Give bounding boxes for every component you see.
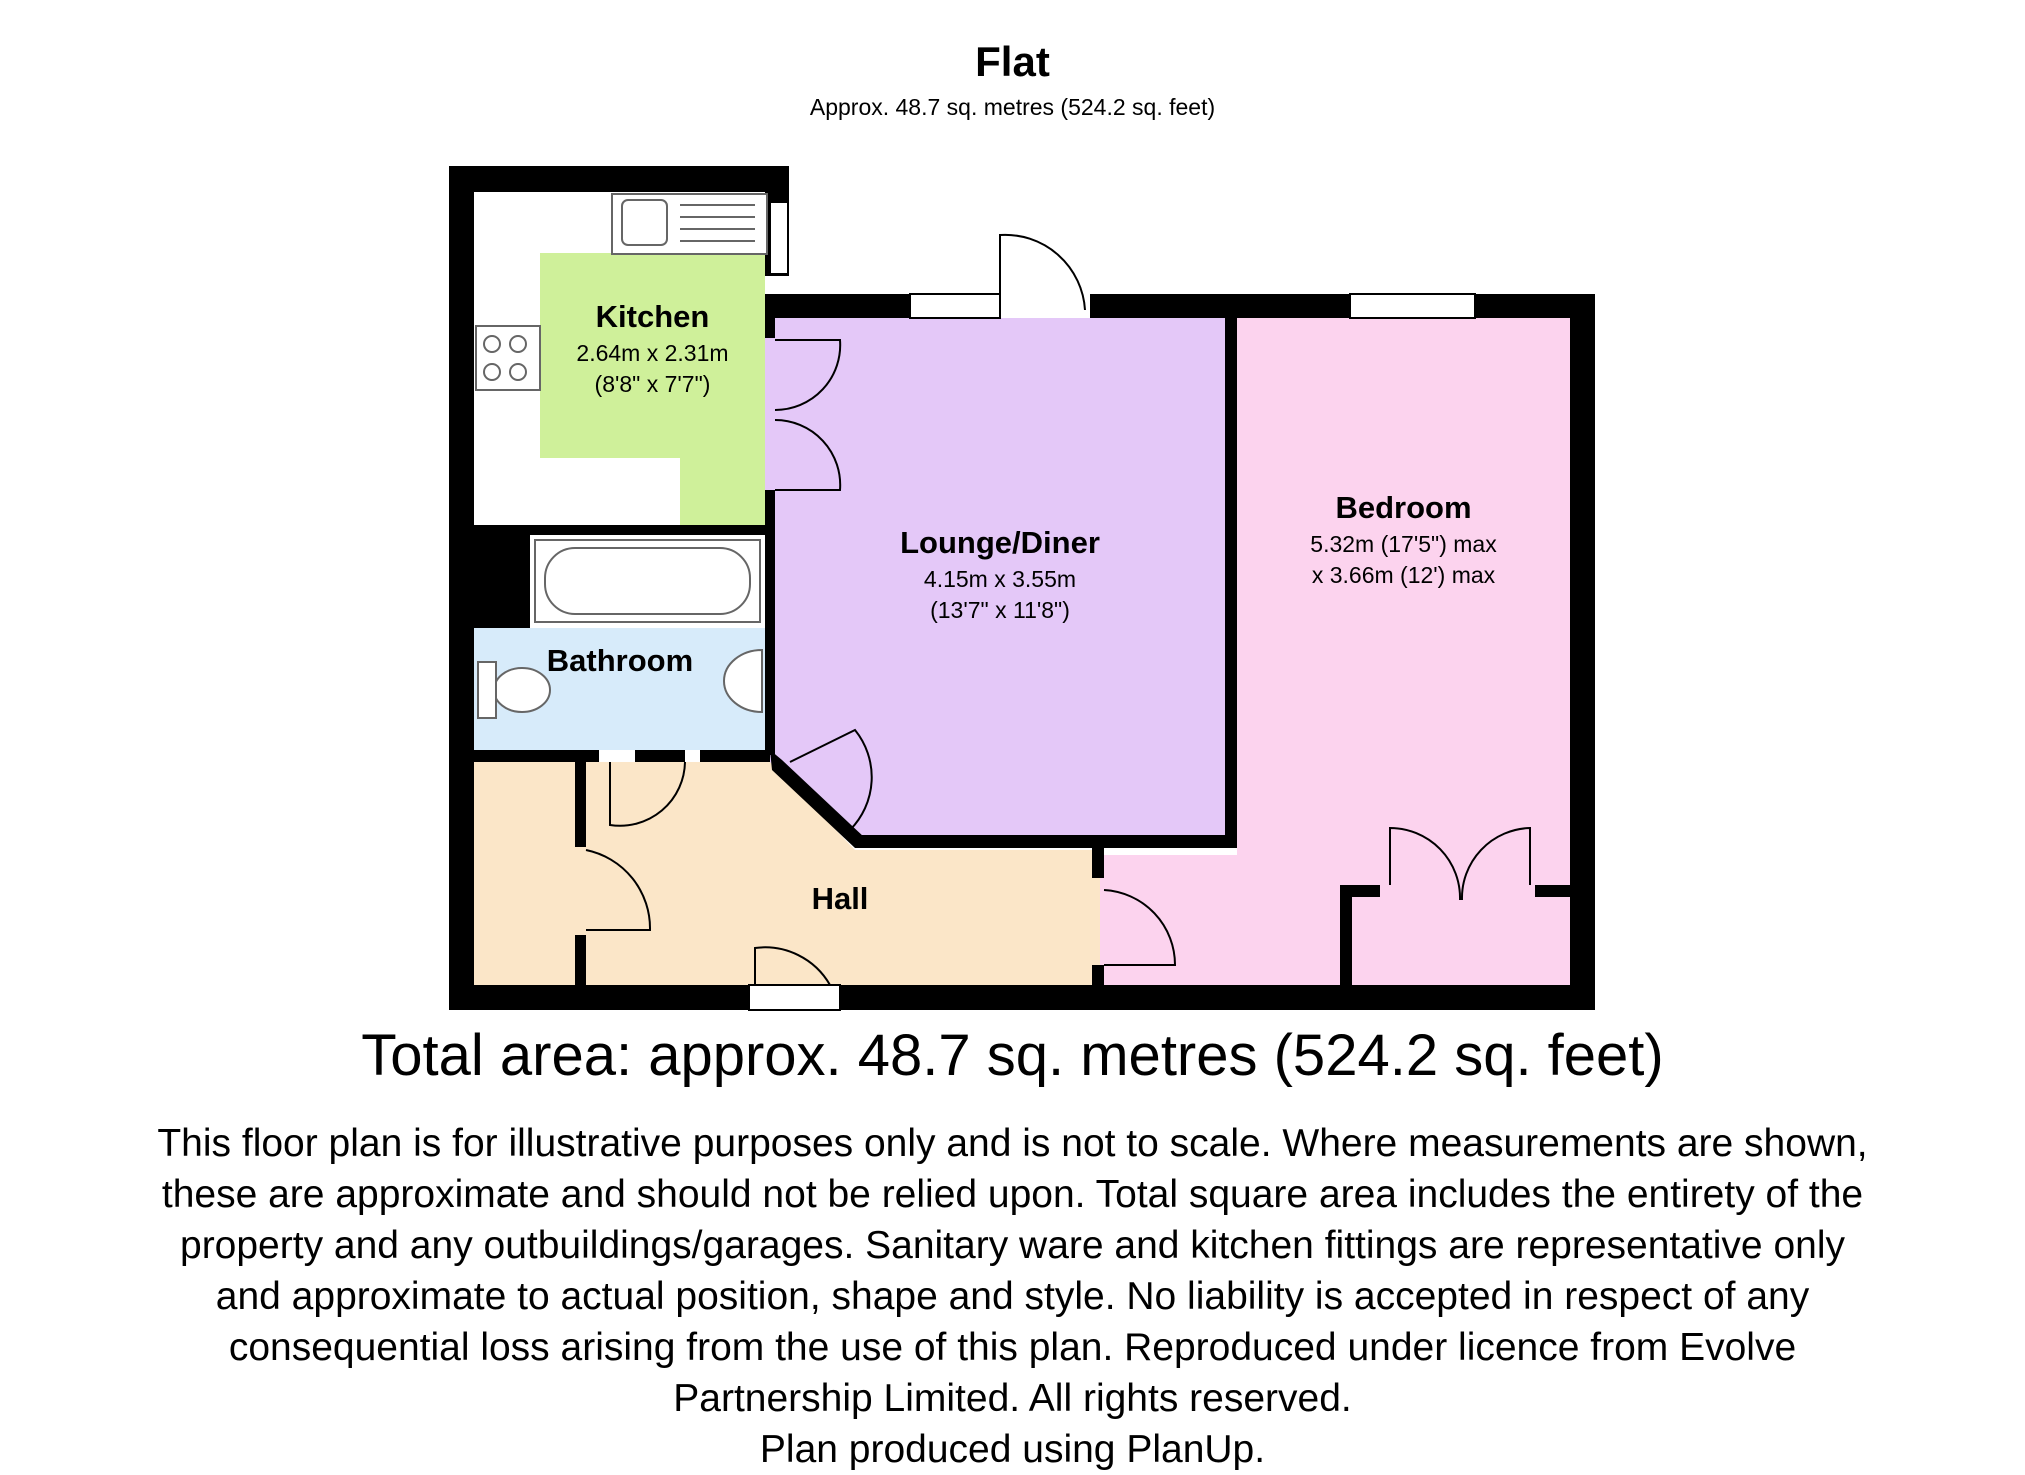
lounge-name: Lounge/Diner: [900, 525, 1100, 560]
wall-bath-bottom: [449, 750, 599, 762]
wall-wardrobe-top: [1340, 885, 1380, 897]
window-kitchen: [770, 202, 788, 274]
wall-lounge-bottom: [855, 835, 1237, 848]
wall-kitchen-lounge2: [765, 490, 775, 755]
wall-hall-divider: [575, 762, 586, 847]
hall-label: [760, 878, 920, 920]
toilet-cistern: [478, 662, 496, 718]
disclaimer-line: Partnership Limited. All rights reserved.: [673, 1377, 1352, 1420]
bedroom-label: [1237, 487, 1570, 591]
hob-ring: [484, 336, 500, 352]
disclaimer-line: Plan produced using PlanUp.: [759, 1428, 1266, 1471]
wall-lounge-bedroom: [1225, 318, 1237, 848]
kitchen-name: Kitchen: [595, 299, 710, 334]
hob-ring: [484, 364, 500, 380]
wall-kitchen-lounge: [765, 318, 775, 338]
wall-bottom-right: [840, 985, 1595, 1010]
wall-top-kitchen: [449, 166, 789, 192]
bedroom-dim-metric: 5.32m (17'5") max: [1310, 530, 1497, 557]
wall-top-bedroom: [1225, 294, 1350, 318]
wall-bottom-left: [449, 985, 749, 1010]
wall-wardrobe-top2: [1535, 885, 1570, 897]
disclaimer-line: property and any outbuildings/garages. Sanitary ware and kitchen fittings are representative only: [180, 1224, 1845, 1267]
wall-top-lounge: [765, 294, 910, 318]
bathroom-label: [530, 640, 710, 682]
wall-bath-top: [474, 525, 765, 535]
wall-bath-bottom2: [635, 750, 685, 762]
wall-top-lounge2: [1090, 294, 1240, 318]
disclaimer-line: and approximate to actual position, shape and style. No liability is accepted in respect of any: [215, 1275, 1810, 1318]
hall-name: Hall: [811, 881, 869, 916]
hob: [476, 326, 540, 390]
wall-wardrobe-left: [1340, 885, 1352, 985]
plan-title: Flat: [975, 38, 1050, 85]
lounge-label: [775, 522, 1225, 626]
wall-bath-bottom3: [700, 750, 770, 762]
total-area: Total area: approx. 48.7 sq. metres (524.2 sq. feet): [361, 1023, 1664, 1088]
wall-hall-bedroom: [1092, 848, 1104, 878]
wall-bath-dark-block: [474, 535, 530, 628]
wall-right: [1570, 294, 1595, 1010]
bedroom-dim-imperial: x 3.66m (12') max: [1311, 561, 1496, 588]
disclaimer-line: these are approximate and should not be relied upon. Total square area includes the entirety of the: [161, 1173, 1864, 1216]
wall-left: [449, 166, 474, 1010]
window-hall-door-frame: [749, 985, 840, 1010]
lounge-dim-imperial: (13'7" x 11'8"): [930, 596, 1070, 623]
wall-hall-divider2: [575, 935, 586, 985]
bedroom-name: Bedroom: [1335, 490, 1472, 525]
kitchen-label: [540, 296, 765, 400]
disclaimer: [30, 1118, 1995, 1475]
lounge-dim-metric: 4.15m x 3.55m: [923, 565, 1077, 592]
hob-ring: [510, 336, 526, 352]
bathroom-name: Bathroom: [546, 643, 694, 678]
wall-hall-bedroom2: [1092, 965, 1104, 985]
bath-inner: [545, 548, 750, 614]
sink-basin: [622, 200, 667, 245]
window-bedroom: [1350, 294, 1475, 318]
door-lounge-front: [1000, 235, 1085, 310]
window-lounge: [910, 294, 1000, 318]
disclaimer-line: This floor plan is for illustrative purposes only and is not to scale. Where measurements are shown,: [157, 1122, 1868, 1165]
hob-ring: [510, 364, 526, 380]
disclaimer-line: consequential loss arising from the use of this plan. Reproduced under licence from Evolve: [228, 1326, 1797, 1369]
kitchen-dim-imperial: (8'8" x 7'7"): [594, 370, 711, 397]
kitchen-dim-metric: 2.64m x 2.31m: [576, 339, 729, 366]
plan-subtitle: Approx. 48.7 sq. metres (524.2 sq. feet): [809, 94, 1216, 120]
